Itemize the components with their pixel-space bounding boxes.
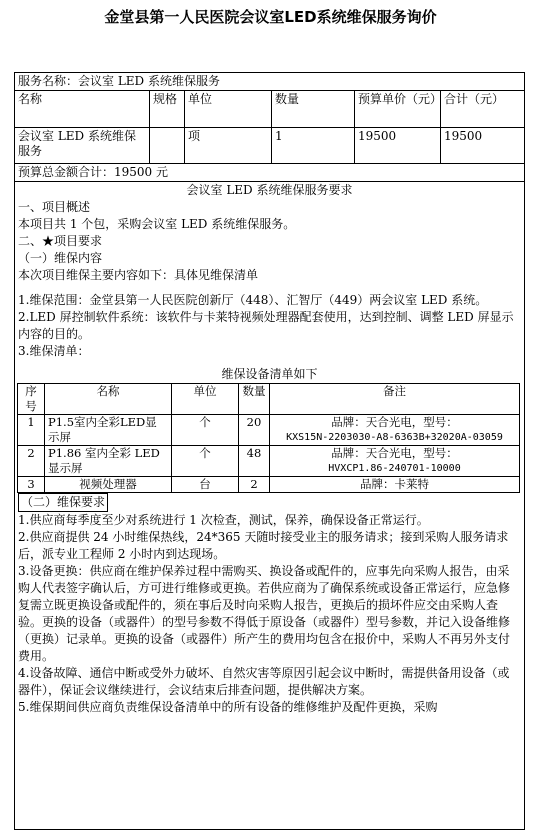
subsection-content-heading: （一）维保内容 <box>18 251 103 265</box>
equip-note-brand: 品牌：卡莱特 <box>360 477 429 491</box>
item-total: 19500 <box>444 129 483 143</box>
table-row <box>18 477 520 493</box>
requirement-item: 2.供应商提供 24 小时维保热线，24*365 天随时接受业主的服务请求；接到采购人服务请求后，派专业工程师 2 小时内到达现场。 <box>18 530 509 561</box>
equip-note-brand: 品牌：天合光电，型号： <box>331 446 458 460</box>
requirements-section <box>15 182 524 716</box>
equip-header-no: 序号 <box>18 384 45 415</box>
equipment-list-title: 维保设备清单如下 <box>221 367 318 381</box>
header-row <box>15 91 524 128</box>
equipment-table <box>17 383 520 493</box>
equip-note-model: KXS15N-2203030-A8-6363B+32020A-03059 <box>286 432 503 443</box>
equip-note-brand: 品牌：天合光电，型号： <box>331 415 458 429</box>
header-qty: 数量 <box>272 91 355 127</box>
subsection-requirements-heading: （二）维保要求 <box>18 493 108 512</box>
equip-no: 1 <box>18 415 45 446</box>
budget-total-row <box>15 164 524 182</box>
section-overview-heading: 一、项目概述 <box>18 200 91 214</box>
item-unit: 项 <box>185 128 272 163</box>
equip-no: 3 <box>18 477 45 493</box>
equip-note <box>270 446 520 477</box>
service-name: 服务名称：会议室 LED 系统维保服务 <box>18 74 220 88</box>
equip-no: 2 <box>18 446 45 477</box>
requirement-item: 4.设备故障、通信中断或受外力破坏、自然灾害等原因引起会议中断时，需提供备用设备（或器件），保证会议继续进行，会议结束后排查问题，提供解决方案。 <box>18 666 510 697</box>
software-paragraph: 2.LED 屏控制软件系统：该软件与卡莱特视频处理器配套使用，达到控制、调整 LED 屏显示内容的目的。 <box>18 310 514 341</box>
subsection-content-text: 本次项目维保主要内容如下：具体见维保清单 <box>18 268 259 282</box>
equip-note <box>270 415 520 446</box>
item-row <box>15 128 524 164</box>
equip-name: P1.86 室内全彩 LED 显示屏 <box>45 446 172 477</box>
service-row <box>15 73 524 91</box>
equip-note <box>270 477 520 493</box>
equip-unit: 个 <box>172 446 239 477</box>
page-title: 金堂县第一人民医院会议室LED系统维保服务询价 <box>104 8 437 26</box>
header-total: 合计（元） <box>444 92 505 106</box>
scope-paragraph: 1.维保范围：金堂县第一人民医院创新厅（448）、汇智厅（449）两会议室 LED 系统。 <box>18 293 488 307</box>
item-spec <box>150 128 185 163</box>
equip-header-unit: 单位 <box>172 384 239 415</box>
section-requirements-heading: 二、★项目要求 <box>18 234 103 248</box>
header-spec: 规格 <box>150 91 185 127</box>
requirement-item: 5.维保期间供应商负责维保设备清单中的所有设备的维修维护及配件更换，采购 <box>18 700 438 714</box>
header-name: 名称 <box>15 91 150 127</box>
equipment-header-row <box>18 384 520 415</box>
requirements-title: 会议室 LED 系统维保服务要求 <box>186 183 353 197</box>
equip-header-name: 名称 <box>45 384 172 415</box>
table-row <box>18 415 520 446</box>
item-qty: 1 <box>272 128 355 163</box>
equip-name: P1.5室内全彩LED显示屏 <box>45 415 172 446</box>
equip-qty: 20 <box>239 415 270 446</box>
table-row <box>18 446 520 477</box>
section-overview-text: 本项目共 1 个包，采购会议室 LED 系统维保服务。 <box>18 217 296 231</box>
budget-total: 预算总金额合计：19500 元 <box>18 165 168 179</box>
quotation-sheet <box>14 72 525 830</box>
equip-unit: 台 <box>172 477 239 493</box>
list-paragraph: 3.维保清单： <box>18 344 90 358</box>
equip-qty: 2 <box>239 477 270 493</box>
header-budget-price: 预算单价（元） <box>355 91 441 127</box>
equip-note-model: HVXCP1.86-240701-10000 <box>328 463 461 474</box>
requirement-item: 3.设备更换：供应商在维护保养过程中需购买、换设备或配件的，应事先向采购人报告，由采购人代表签字确认后，方可进行维修或更换。若供应商为了确保系统或设备正常运行，应急修复需立既更换设备或配件的，须在事后及时向采购人报告，更换后的损坏件应交由采购人查验。更换的设备（或器件）的型号参数不得低于原设备（或器件）型号参数，并记入设备维修（更换）记录单。更换的设备（或器件）所产生的费用均包含在报价中，采购人不再另外支付费用。 <box>18 564 511 663</box>
header-unit: 单位 <box>185 91 272 127</box>
equip-name: 视频处理器 <box>45 477 172 493</box>
requirement-item: 1.供应商每季度至少对系统进行 1 次检查，测试，保养，确保设备正常运行。 <box>18 513 429 527</box>
equip-header-qty: 数量 <box>239 384 270 415</box>
equip-header-note: 备注 <box>270 384 520 415</box>
item-name: 会议室 LED 系统维保服务 <box>15 128 150 163</box>
equip-qty: 48 <box>239 446 270 477</box>
item-budget-price: 19500 <box>355 128 441 163</box>
equip-unit: 个 <box>172 415 239 446</box>
